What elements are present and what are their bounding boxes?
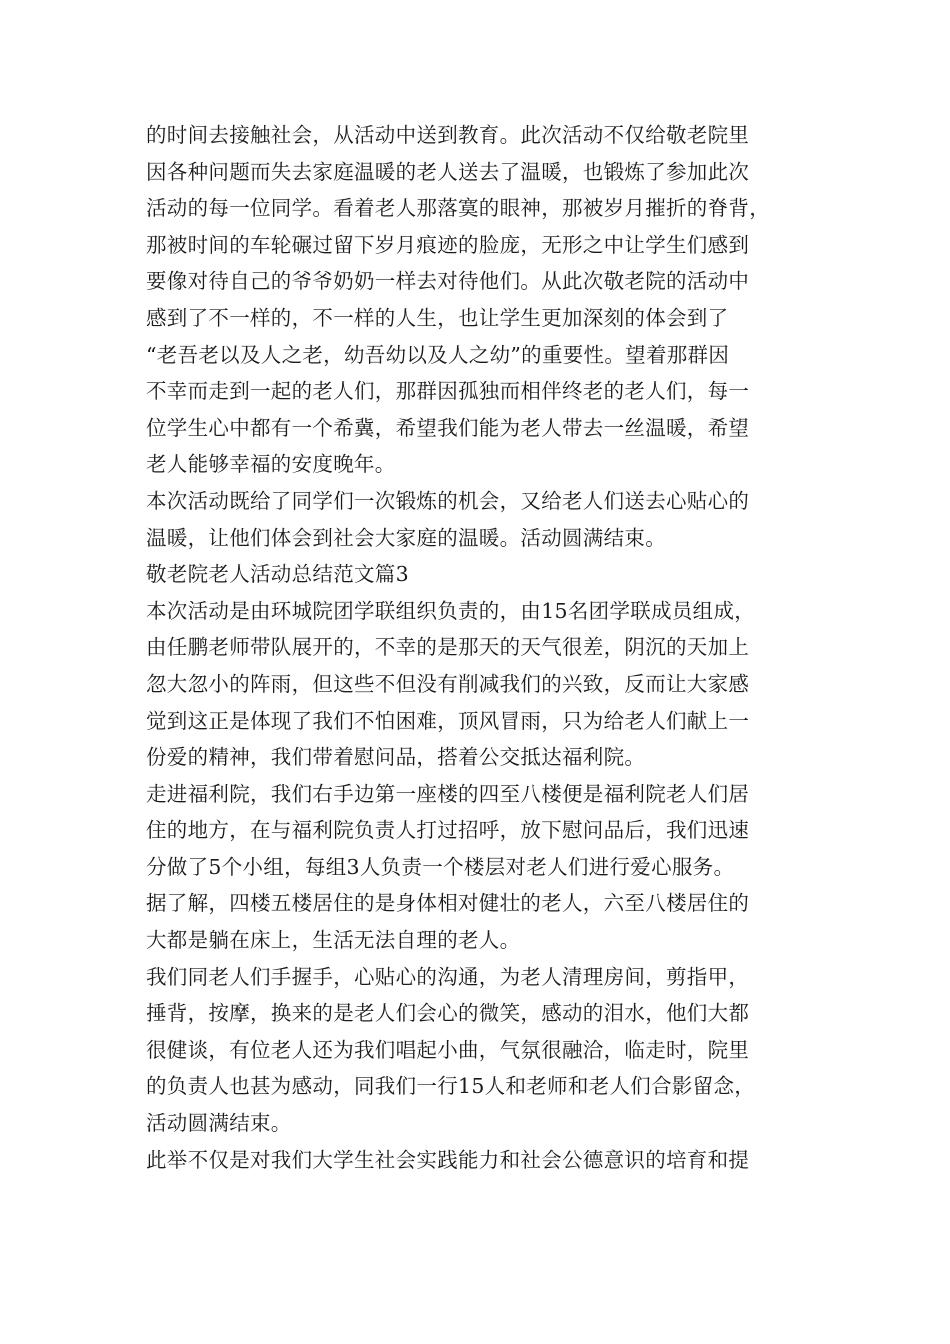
text-line: 温暖，让他们体会到社会大家庭的温暖。活动圆满结束。 xyxy=(146,525,666,550)
text-line: 据了解，四楼五楼居住的是身体相对健壮的老人，六至八楼居住的 xyxy=(146,891,750,916)
text-line: 要像对待自己的爷爷奶奶一样去对待他们。从此次敬老院的活动中 xyxy=(146,269,750,294)
text-line: 不幸而走到一起的老人们，那群因孤独而相伴终老的老人们，每一 xyxy=(146,379,750,404)
document-body xyxy=(146,117,810,1178)
text-line: 感到了不一样的，不一样的人生，也让学生更加深刻的体会到了 xyxy=(146,305,729,330)
text-line: 我们同老人们手握手，心贴心的沟通，为老人清理房间，剪指甲， xyxy=(146,964,750,989)
text-line: 分做了5个小组，每组3人负责一个楼层对老人们进行爱心服务。 xyxy=(146,854,735,879)
text-line: 住的地方，在与福利院负责人打过招呼，放下慰问品后，我们迅速 xyxy=(146,818,750,843)
text-line: 老人能够幸福的安度晚年。 xyxy=(146,452,396,477)
text-line: “老吾老以及人之老，幼吾幼以及人之幼”的重要性。望着那群因 xyxy=(146,342,730,367)
text-line: 由任鹏老师带队展开的，不幸的是那天的天气很差，阴沉的天加上 xyxy=(146,635,750,660)
text-line: 本次活动是由环城院团学联组织负责的，由15名团学联成员组成， xyxy=(146,598,756,623)
text-line: 觉到这正是体现了我们不怕困难，顶风冒雨，只为给老人们献上一 xyxy=(146,708,750,733)
text-line: 捶背，按摩，换来的是老人们会心的微笑，感动的泪水，他们大都 xyxy=(146,1001,750,1026)
text-line: 本次活动既给了同学们一次锻炼的机会，又给老人们送去心贴心的 xyxy=(146,488,750,513)
text-line: 忽大忽小的阵雨，但这些不但没有削减我们的兴致，反而让大家感 xyxy=(146,671,750,696)
text-line: 大都是躺在床上，生活无法自理的老人。 xyxy=(146,928,521,953)
text-line: 的负责人也甚为感动，同我们一行15人和老师和老人们合影留念， xyxy=(146,1074,756,1099)
text-line: 活动的每一位同学。看着老人那落寞的眼神，那被岁月摧折的脊背， xyxy=(146,196,770,221)
text-line: 的时间去接触社会，从活动中送到教育。此次活动不仅给敬老院里 xyxy=(146,123,750,147)
text-line: 此举不仅是对我们大学生社会实践能力和社会公德意识的培育和提 xyxy=(146,1147,750,1172)
text-line: 位学生心中都有一个希冀，希望我们能为老人带去一丝温暖，希望 xyxy=(146,415,750,440)
text-line: 很健谈，有位老人还为我们唱起小曲，气氛很融洽，临走时，院里 xyxy=(146,1037,750,1062)
text-line: 活动圆满结束。 xyxy=(146,1111,292,1136)
text-line: 敬老院老人活动总结范文篇3 xyxy=(146,562,409,587)
text-line: 份爱的精神，我们带着慰问品，搭着公交抵达福利院。 xyxy=(146,745,646,770)
text-line: 那被时间的车轮碾过留下岁月痕迹的脸庞，无形之中让学生们感到 xyxy=(146,232,750,257)
text-line: 走进福利院，我们右手边第一座楼的四至八楼便是福利院老人们居 xyxy=(146,781,750,806)
text-line: 因各种问题而失去家庭温暖的老人送去了温暖，也锻炼了参加此次 xyxy=(146,159,750,184)
